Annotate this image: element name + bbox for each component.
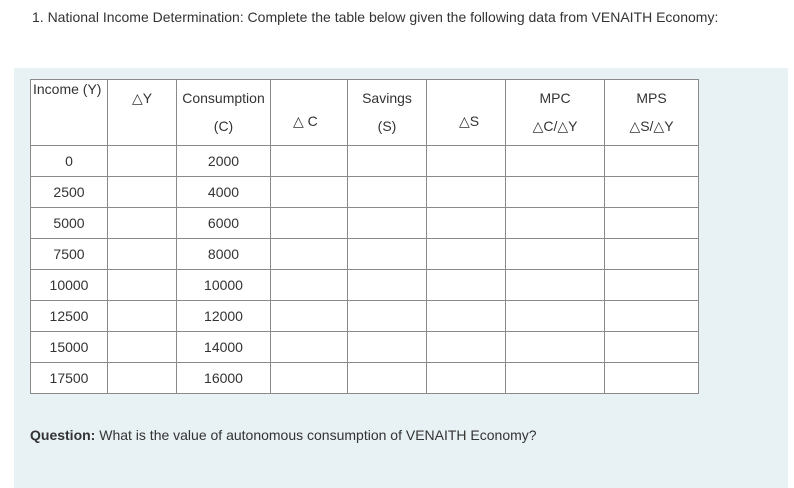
delta-s-cell[interactable] bbox=[427, 208, 506, 239]
mps-cell[interactable] bbox=[605, 363, 699, 394]
delta-c-cell[interactable] bbox=[271, 301, 348, 332]
question-text bbox=[30, 427, 537, 443]
mpc-cell[interactable] bbox=[506, 208, 605, 239]
income-cell: 7500 bbox=[31, 239, 108, 270]
savings-cell[interactable] bbox=[348, 146, 427, 177]
income-cell: 2500 bbox=[31, 177, 108, 208]
table-row bbox=[31, 208, 699, 239]
delta-c-cell[interactable] bbox=[271, 208, 348, 239]
delta-s-cell[interactable] bbox=[427, 270, 506, 301]
header-consumption-symbol: (C) bbox=[213, 118, 234, 134]
consumption-cell: 6000 bbox=[177, 208, 271, 239]
delta-y-cell[interactable] bbox=[108, 146, 177, 177]
mps-cell[interactable] bbox=[605, 239, 699, 270]
mpc-cell[interactable] bbox=[506, 363, 605, 394]
savings-cell[interactable] bbox=[348, 177, 427, 208]
header-savings bbox=[348, 80, 427, 146]
mps-cell[interactable] bbox=[605, 146, 699, 177]
income-cell: 0 bbox=[31, 146, 108, 177]
delta-s-cell[interactable] bbox=[427, 363, 506, 394]
header-delta-y bbox=[108, 80, 177, 146]
mpc-cell[interactable] bbox=[506, 146, 605, 177]
header-mps-label: MPS bbox=[636, 90, 667, 106]
mps-cell[interactable] bbox=[605, 270, 699, 301]
income-cell: 12500 bbox=[31, 301, 108, 332]
mpc-cell[interactable] bbox=[506, 332, 605, 363]
mpc-cell[interactable] bbox=[506, 301, 605, 332]
delta-s-cell[interactable] bbox=[427, 332, 506, 363]
header-income-label: Income (Y) bbox=[33, 81, 102, 97]
income-cell: 10000 bbox=[31, 270, 108, 301]
savings-cell[interactable] bbox=[348, 239, 427, 270]
mps-cell[interactable] bbox=[605, 301, 699, 332]
question-body: What is the value of autonomous consumption of VENAITH Economy? bbox=[95, 427, 537, 443]
delta-c-cell[interactable] bbox=[271, 177, 348, 208]
header-income bbox=[31, 80, 108, 146]
header-mpc-formula: △C/△Y bbox=[532, 118, 578, 134]
header-area bbox=[14, 0, 788, 68]
table-body bbox=[31, 146, 699, 394]
consumption-cell: 4000 bbox=[177, 177, 271, 208]
delta-s-cell[interactable] bbox=[427, 146, 506, 177]
savings-cell[interactable] bbox=[348, 332, 427, 363]
delta-y-cell[interactable] bbox=[108, 208, 177, 239]
savings-cell[interactable] bbox=[348, 301, 427, 332]
savings-cell[interactable] bbox=[348, 270, 427, 301]
header-savings-symbol: (S) bbox=[377, 118, 397, 134]
delta-c-cell[interactable] bbox=[271, 146, 348, 177]
consumption-cell: 16000 bbox=[177, 363, 271, 394]
consumption-cell: 12000 bbox=[177, 301, 271, 332]
consumption-cell: 8000 bbox=[177, 239, 271, 270]
table-row bbox=[31, 239, 699, 270]
delta-y-cell[interactable] bbox=[108, 301, 177, 332]
header-consumption-label: Consumption bbox=[182, 90, 265, 106]
delta-s-cell[interactable] bbox=[427, 177, 506, 208]
delta-y-cell[interactable] bbox=[108, 239, 177, 270]
delta-s-cell[interactable] bbox=[427, 301, 506, 332]
header-delta-c bbox=[271, 80, 348, 146]
table-row bbox=[31, 363, 699, 394]
mpc-cell[interactable] bbox=[506, 239, 605, 270]
consumption-cell: 10000 bbox=[177, 270, 271, 301]
table-header-row bbox=[31, 80, 699, 146]
delta-c-cell[interactable] bbox=[271, 332, 348, 363]
income-table bbox=[30, 79, 699, 394]
header-mps-formula: △S/△Y bbox=[629, 118, 674, 134]
header-delta-c-label: △ C bbox=[293, 113, 318, 129]
delta-y-cell[interactable] bbox=[108, 177, 177, 208]
consumption-cell: 14000 bbox=[177, 332, 271, 363]
table-row bbox=[31, 332, 699, 363]
table-row bbox=[31, 146, 699, 177]
delta-c-cell[interactable] bbox=[271, 239, 348, 270]
table-row bbox=[31, 270, 699, 301]
income-cell: 5000 bbox=[31, 208, 108, 239]
header-delta-y-label: △Y bbox=[132, 90, 153, 106]
header-consumption bbox=[177, 80, 271, 146]
mpc-cell[interactable] bbox=[506, 270, 605, 301]
delta-c-cell[interactable] bbox=[271, 363, 348, 394]
delta-y-cell[interactable] bbox=[108, 332, 177, 363]
delta-y-cell[interactable] bbox=[108, 270, 177, 301]
question-title: 1. National Income Determination: Complete the table below given the following data from VENAITH Economy: bbox=[32, 9, 719, 25]
header-delta-s-label: △S bbox=[459, 113, 480, 129]
table-row bbox=[31, 301, 699, 332]
header-mpc-label: MPC bbox=[539, 90, 571, 106]
mps-cell[interactable] bbox=[605, 177, 699, 208]
income-cell: 15000 bbox=[31, 332, 108, 363]
delta-s-cell[interactable] bbox=[427, 239, 506, 270]
header-mps bbox=[605, 80, 699, 146]
question-label: Question: bbox=[30, 427, 96, 443]
table-row bbox=[31, 177, 699, 208]
delta-y-cell[interactable] bbox=[108, 363, 177, 394]
delta-c-cell[interactable] bbox=[271, 270, 348, 301]
savings-cell[interactable] bbox=[348, 363, 427, 394]
mps-cell[interactable] bbox=[605, 208, 699, 239]
header-delta-s bbox=[427, 80, 506, 146]
header-savings-label: Savings bbox=[362, 90, 412, 106]
savings-cell[interactable] bbox=[348, 208, 427, 239]
consumption-cell: 2000 bbox=[177, 146, 271, 177]
mps-cell[interactable] bbox=[605, 332, 699, 363]
income-cell: 17500 bbox=[31, 363, 108, 394]
header-mpc bbox=[506, 80, 605, 146]
mpc-cell[interactable] bbox=[506, 177, 605, 208]
